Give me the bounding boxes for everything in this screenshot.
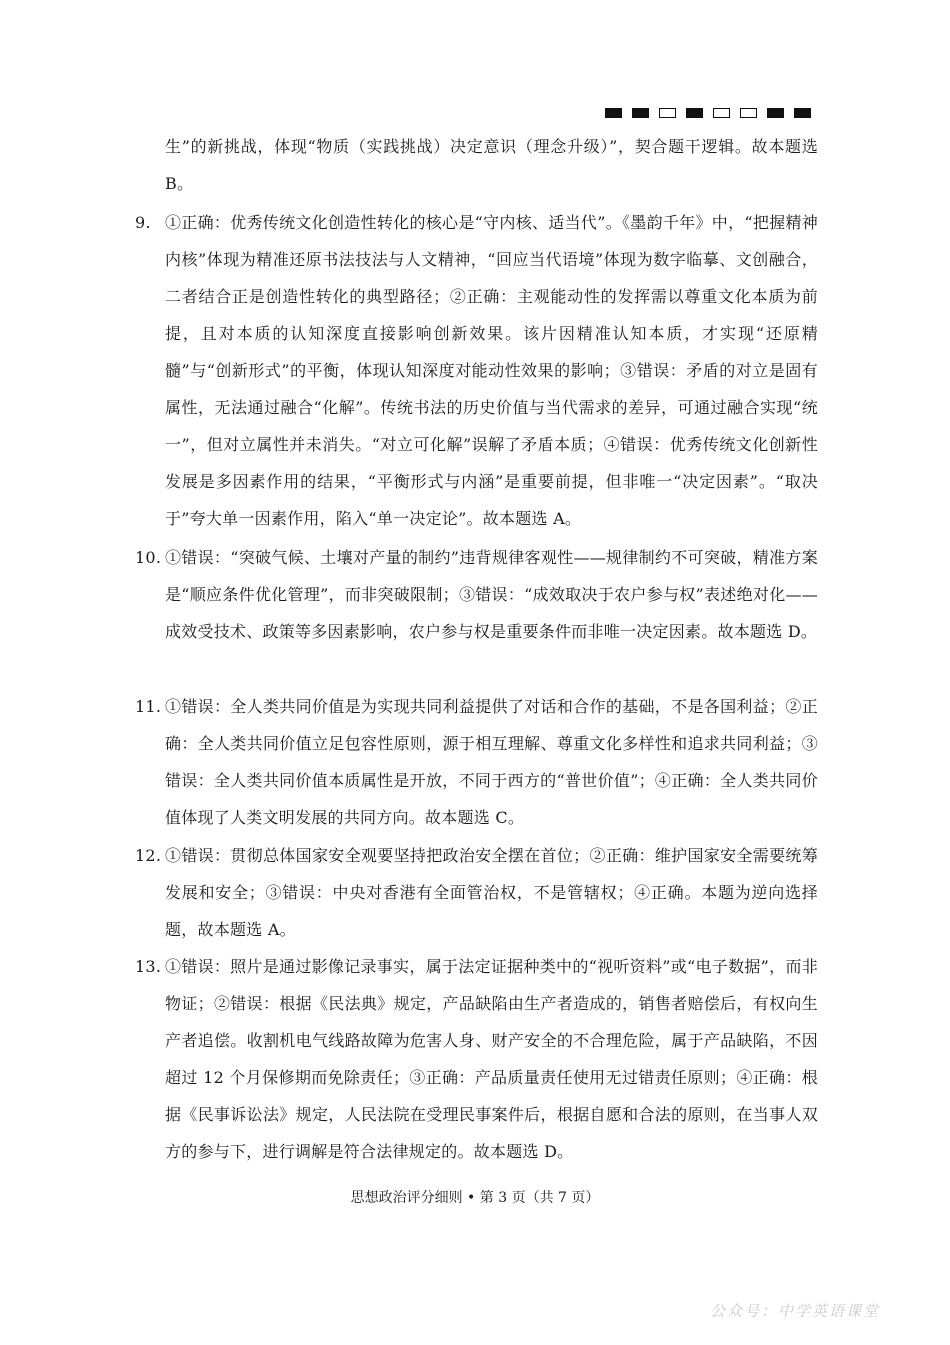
item-number: 10.	[135, 548, 162, 567]
header-mark	[767, 108, 784, 118]
header-mark	[632, 108, 649, 118]
item-text: ①错误：照片是通过影像记录事实，属于法定证据种类中的“视听资料”或“电子数据”，而非物证；②错误：根据《民法典》规定，产品缺陷由生产者造成的，销售者赔偿后，有权向生产者追偿。收割机电气线路故障为危害人身、财产安全的不合理危险，属于产品缺陷，不因超过 12 个月保修期而免除责任；③正确：产品质量责任使用无过错责任原则；④正确：根据《民事诉讼法》规定，人民法院在受理民事案件后，根据自愿和合法的原则，在当事人双方的参与下，进行调解是符合法律规定的。故本题选 D。	[165, 957, 818, 1161]
item-text: ①正确：优秀传统文化创造性转化的核心是“守内核、适当代”。《墨韵千年》中，“把握精神内核”体现为精准还原书法技法与人文精神，“回应当代语境”体现为数字临摹、文创融合，二者结合正是创造性转化的典型路径；②正确：主观能动性的发挥需以尊重文化本质为前提，且对本质的认知深度直接影响创新效果。该片因精准认知本质，才实现“还原精髓”与“创新形式”的平衡，体现认知深度对能动性效果的影响；③错误：矛盾的对立是固有属性，无法通过融合“化解”。传统书法的历史价值与当代需求的差异，可通过融合实现“统一”，但对立属性并未消失。“对立可化解”误解了矛盾本质；④错误：优秀传统文化创新性发展是多因素作用的结果，“平衡形式与内涵”是重要前提，但非唯一“决定因素”。“取决于”夸大单一因素作用，陷入“单一决定论”。故本题选 A。	[165, 213, 818, 528]
header-mark	[605, 108, 622, 118]
watermark: 公众号：中学英语课堂	[709, 1302, 880, 1320]
item-number: 13.	[135, 957, 162, 976]
item-number: 12.	[135, 846, 162, 865]
item-text: ①错误：全人类共同价值是为实现共同利益提供了对话和合作的基础，不是各国利益；②正确：全人类共同价值立足包容性原则，源于相互理解、尊重文化多样性和追求共同利益；③错误：全人类共同价值本质属性是开放，不同于西方的“普世价值”；④正确：全人类共同价值体现了人类文明发展的共同方向。故本题选 C。	[165, 697, 818, 827]
item-number: 11.	[135, 697, 162, 716]
header-marks	[605, 108, 811, 118]
header-mark	[686, 108, 703, 118]
header-mark	[740, 108, 757, 118]
item-text: ①错误：“突破气候、土壤对产量的制约”违背规律客观性——规律制约不可突破，精准方案是“顺应条件优化管理”，而非突破限制；③错误：“成效取决于农户参与权”表述绝对化——成效受技术、政策等多因素影响，农户参与权是重要条件而非唯一决定因素。故本题选 D。	[165, 548, 818, 641]
item-text: ①错误：贯彻总体国家安全观要坚持把政治安全摆在首位；②正确：维护国家安全需要统筹发展和安全；③错误：中央对香港有全面管治权，不是管辖权；④正确。本题为逆向选择题，故本题选 A。	[165, 846, 818, 939]
item-number: 9.	[135, 213, 151, 232]
header-mark	[794, 108, 811, 118]
header-mark	[713, 108, 730, 118]
item-text: 生”的新挑战，体现“物质（实践挑战）决定意识（理念升级）”，契合题干逻辑。故本题选 B。	[165, 137, 818, 193]
page-footer: 思想政治评分细则 • 第 3 页（共 7 页）	[350, 1190, 600, 1206]
header-mark	[659, 108, 676, 118]
